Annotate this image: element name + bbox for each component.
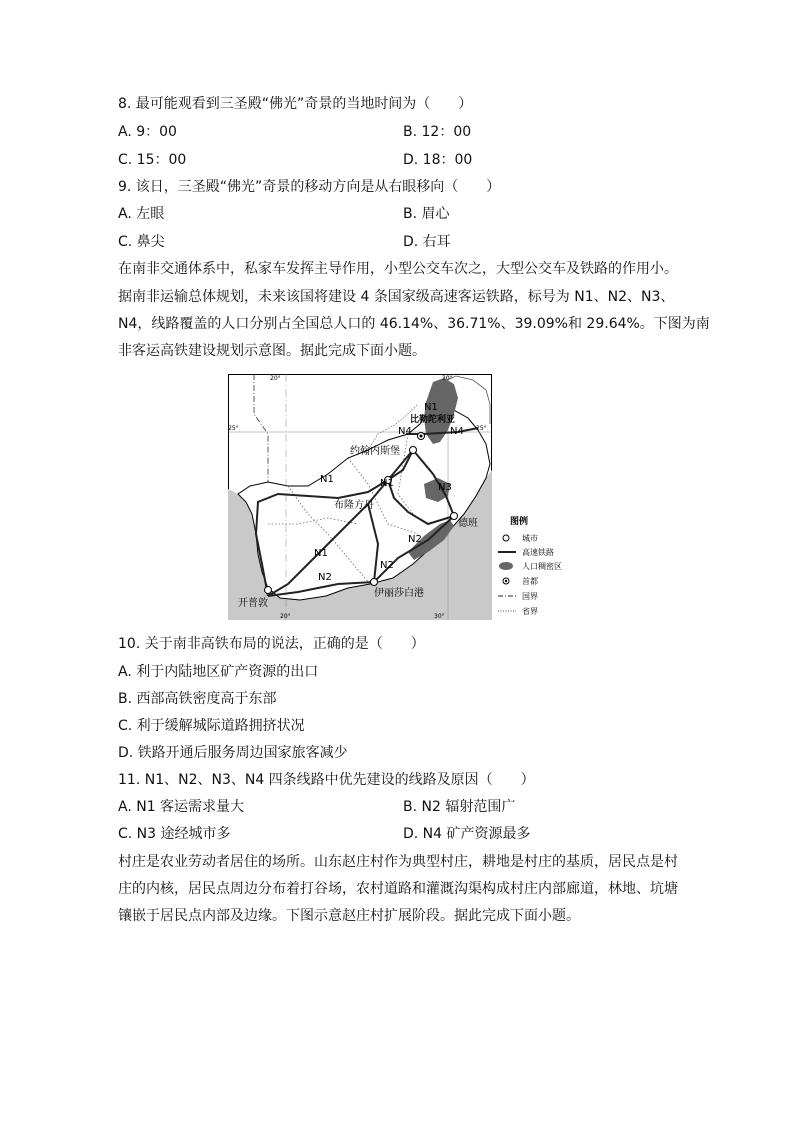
q10-stem: 10. 关于南非高铁布局的说法，正确的是（ ） xyxy=(118,636,425,652)
lon-20-label: 20° xyxy=(270,375,281,382)
route-n3-label: N3 xyxy=(438,482,452,493)
passage2-line: 镶嵌于居民点内部及边缘。下图示意赵庄村扩展阶段。据此完成下面小题。 xyxy=(118,908,580,924)
legend-capital-dot xyxy=(505,580,507,582)
legend-dense-label: 人口稠密区 xyxy=(522,562,562,571)
route-n1-label: N1 xyxy=(314,548,328,559)
lat-25-label: 25° xyxy=(228,425,239,432)
map-legend xyxy=(496,514,576,620)
q10-option-b: B. 西部高铁密度高于东部 xyxy=(118,691,277,707)
q8-option-d: D. 18：00 xyxy=(403,152,473,168)
passage1-line: N4，线路覆盖的人口分别占全国总人口的 46.14%、36.71%、39.09%和 29.64%。下图为南 xyxy=(118,316,710,332)
lat-25-right-label: 25° xyxy=(476,425,487,432)
passage1-line: 在南非交通体系中，私家车发挥主导作用，小型公交车次之，大型公交车及铁路的作用小。 xyxy=(118,261,678,277)
legend-national-border-label: 国界 xyxy=(522,592,538,601)
legend-city-label: 城市 xyxy=(522,534,538,543)
city-cape-town-marker xyxy=(265,587,272,594)
q8-option-a: A. 9：00 xyxy=(118,124,177,140)
q10-option-a: A. 利于内陆地区矿产资源的出口 xyxy=(118,664,319,680)
city-durban-label: 德班 xyxy=(458,518,478,529)
city-johannesburg-marker xyxy=(410,447,417,454)
q11-option-b: B. N2 辐射范围广 xyxy=(403,799,516,815)
q9-option-b: B. 眉心 xyxy=(403,206,450,222)
q11-option-c: C. N3 途经城市多 xyxy=(118,826,231,842)
q11-option-a: A. N1 客运需求量大 xyxy=(118,799,245,815)
q9-stem: 9. 该日，三圣殿“佛光”奇景的移动方向是从右眼移向（ ） xyxy=(118,179,501,195)
q8-option-b: B. 12：00 xyxy=(403,124,472,140)
city-port-elizabeth-label: 伊丽莎白港 xyxy=(374,588,424,599)
city-port-elizabeth-marker xyxy=(371,579,378,586)
city-durban-marker xyxy=(451,513,458,520)
route-n2-label: N2 xyxy=(318,572,332,583)
city-bloemfontein-label: 布隆方丹 xyxy=(334,500,374,511)
route-n1-label: N1 xyxy=(380,478,394,489)
route-n4-label: N4 xyxy=(450,426,464,437)
route-n2-label: N2 xyxy=(408,534,422,545)
city-johannesburg-label: 约翰内斯堡 xyxy=(350,446,400,457)
passage2-line: 庄的内核，居民点周边分布着打谷场，农村道路和灌溉沟渠构成村庄内部廊道，林地、坑塘 xyxy=(118,881,678,897)
q10-option-d: D. 铁路开通后服务周边国家旅客减少 xyxy=(118,745,348,761)
route-n1-label: N1 xyxy=(424,402,438,413)
city-cape-town-label: 开普敦 xyxy=(238,598,268,609)
legend-title: 图例 xyxy=(510,517,529,527)
route-n2-label: N2 xyxy=(380,560,394,571)
q9-option-c: C. 鼻尖 xyxy=(118,234,165,250)
south-africa-railway-map xyxy=(228,374,492,620)
q10-option-c: C. 利于缓解城际道路拥挤状况 xyxy=(118,718,305,734)
q8-option-c: C. 15：00 xyxy=(118,152,187,168)
legend-provincial-border-label: 省界 xyxy=(522,607,538,616)
legend-capital-label: 首都 xyxy=(522,577,538,586)
q8-stem: 8. 最可能观看到三圣殿“佛光”奇景的当地时间为（ ） xyxy=(118,96,473,112)
q11-stem: 11. N1、N2、N3、N4 四条线路中优先建设的线路及原因（ ） xyxy=(118,772,535,788)
legend-dense-icon xyxy=(499,562,513,570)
q9-option-d: D. 右耳 xyxy=(403,234,451,250)
lon-20-bottom-label: 20° xyxy=(280,613,291,620)
passage1-line: 非客运高铁建设规划示意图。据此完成下面小题。 xyxy=(118,343,426,359)
legend-city-icon xyxy=(503,535,509,541)
passage1-line: 据南非运输总体规划，未来该国将建设 4 条国家级高速客运铁路，标号为 N1、N2、N3、 xyxy=(118,289,675,305)
route-n1-label: N1 xyxy=(320,474,334,485)
q11-option-d: D. N4 矿产资源最多 xyxy=(403,826,531,842)
legend-railway-label: 高速铁路 xyxy=(522,548,554,557)
capital-dot xyxy=(420,435,423,438)
q9-option-a: A. 左眼 xyxy=(118,206,165,222)
city-pretoria-label: 比勒陀利亚 xyxy=(410,415,456,425)
lon-30-bottom-label: 30° xyxy=(434,613,445,620)
route-n4-label: N4 xyxy=(398,426,412,437)
passage2-line: 村庄是农业劳动者居住的场所。山东赵庄村作为典型村庄，耕地是村庄的基质，居民点是村 xyxy=(118,854,678,870)
lon-30-label: 30° xyxy=(442,375,453,382)
